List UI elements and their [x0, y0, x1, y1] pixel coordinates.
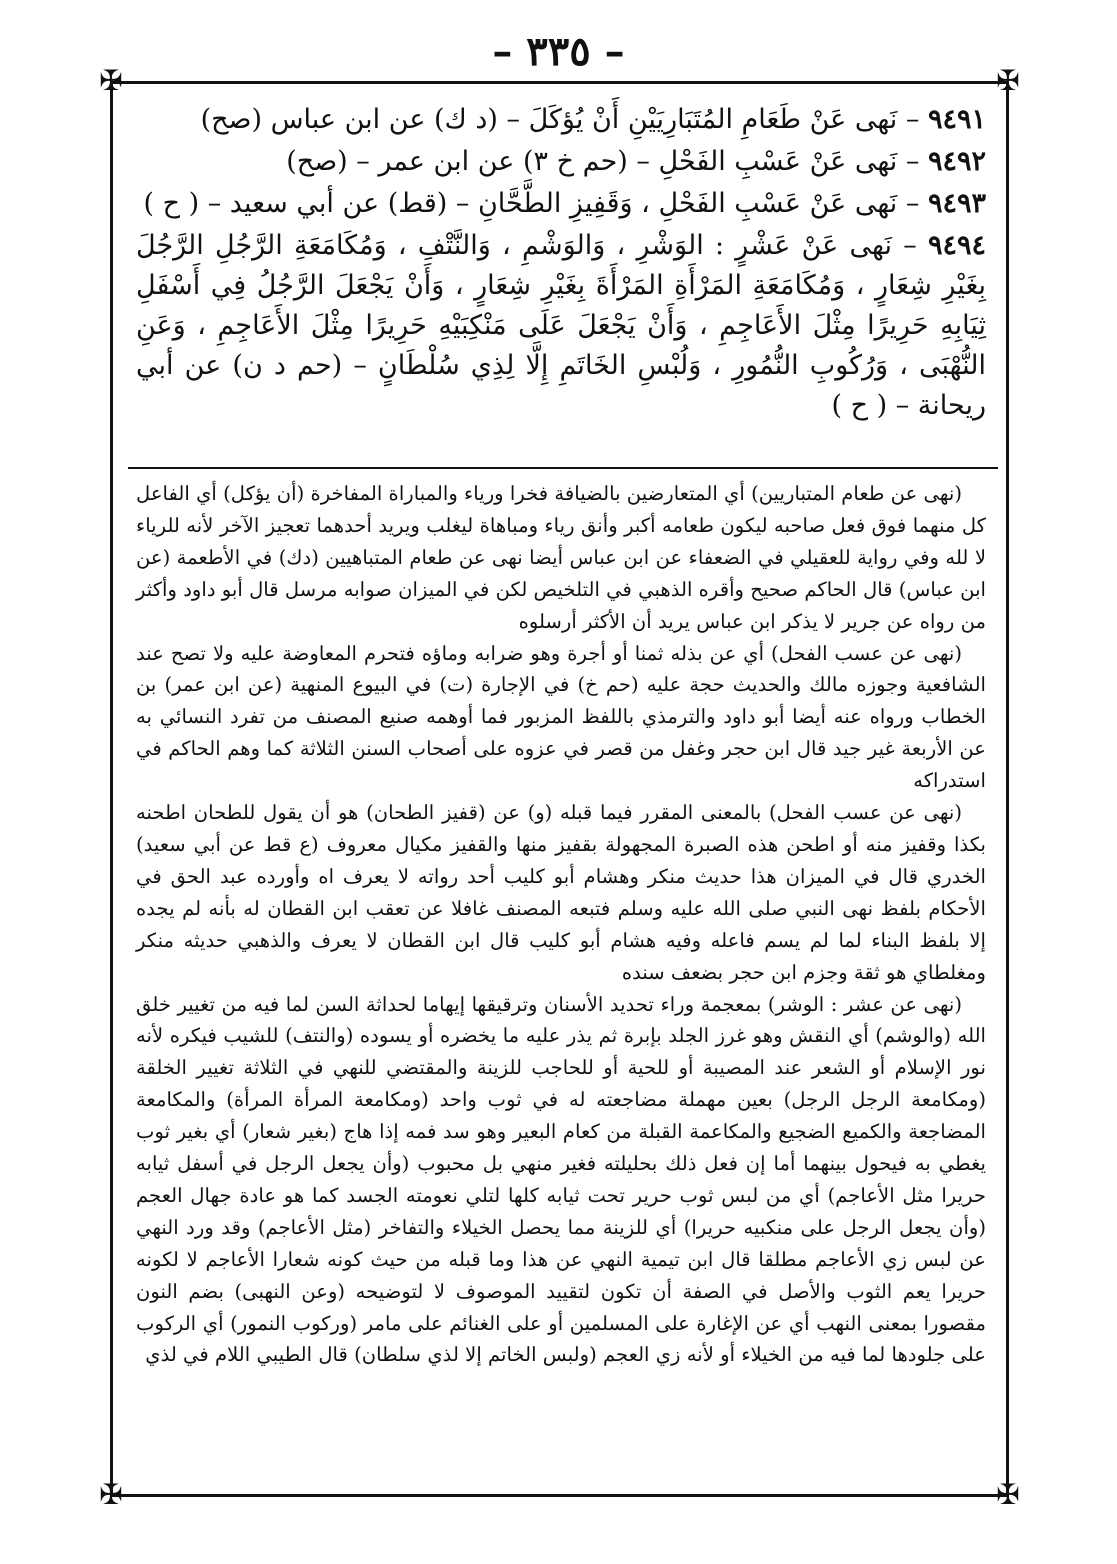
corner-ornament-icon: ✠	[996, 64, 1020, 97]
frame-top-border	[110, 81, 1009, 84]
page-number: – ٣٣٥ –	[492, 28, 625, 75]
commentary-paragraph: (نهى عن عسب الفحل) بالمعنى المقرر فيما قبله (و) عن (قفيز الطحان) هو أن يقول للطحان اطحنه بكذا وقفيز منه أو اطحن هذه الصبرة المجهولة بقفيز منها والقفيز مكيال معروف (ع قط عن أبي سعيد) الخدري قال في الميزان هذا حديث منكر وهشام أبو كليب أحد رواته لا يعرف اه وأورده عبد الحق في الأحكام بلفظ نهى النبي صلى الله عليه وسلم فتبعه المصنف غافلا عن تعقب ابن القطان له بأنه لم يجده إلا بلفظ البناء لما لم يسم فاعله وفيه هشام أبو كليب قال ابن القطان لا يعرف والذهبي حديثه منكر ومغلطاي هو ثقة وجزم ابن حجر بضعف سنده	[136, 801, 986, 984]
frame-bottom-border	[110, 1494, 1009, 1497]
hadith-text: – نَهى عَنْ طَعَامِ المُتَبَارِيَيْنِ أَنْ يُؤكَلَ – (د ك) عن ابن عباس (صح)	[200, 104, 920, 135]
hadith-entry	[136, 184, 986, 224]
commentary-paragraph: (نهى عن عشر : الوشر) بمعجمة وراء تحديد الأسنان وترقيقها إيهاما لحداثة السن لما فيه من تغيير خلق الله (والوشم) أي النقش وهو غرز الجلد بإبرة ثم يذر عليه ما يخضره أو يسوده (والنتف) للشيب فيكره لأنه نور الإسلام أو الشعر عند المصيبة أو للحية أو للحاجب للزينة والمقتضي للنهي في الثلاثة تغيير الخلقة (ومكامعة الرجل الرجل) بعين مهملة مضاجعته له في ثوب واحد (ومكامعة المرأة المرأة) والمكامعة المضاجعة والكميع الضجيع والمكاعمة القبلة من كعام البعير وهو سد فمه إذا هاج (بغير شعار) أي بغير ثوب يغطي به فيحول بينهما أما إن فعل ذلك بحليلته فغير منهي بل محبوب (وأن يجعل الرجل في أسفل ثيابه حريرا مثل الأعاجم) أي من لبس ثوب حرير تحت ثيابه كلها لتلي نعومته الجسد كما هو عادة جهال العجم (وأن يجعل الرجل على منكبيه حريرا) أي للزينة مما يحصل الخيلاء والتفاخر (مثل الأعاجم) وقد ورد النهي عن لبس زي الأعاجم مطلقا قال ابن تيمية النهي عن هذا وما قبله من حيث كونه شعارا الأعاجم لا لكونه حريرا يعم الثوب والأصل في الصفة أن تكون لتقييد الموصوف لا لتوضيحه (وعن النهبى) بضم النون مقصورا بمعنى النهب أي عن الإغارة على المسلمين أو على الغنائم على مامر (وركوب النمور) أي الركوب على جلودها لما فيه من الخيلاء أو لأنه زي العجم (ولبس الخاتم إلا لذي سلطان) قال الطيبي اللام في لذي	[136, 992, 986, 1367]
commentary-paragraph: (نهى عن عسب الفحل) أي عن بذله ثمنا أو أجرة وهو ضرابه وماؤه فتحرم المعاوضة عليه ولا تصح عند الشافعية وجوزه مالك والحديث حجة عليه (حم خ) في الإجارة (ت) في البيوع المنهية (عن ابن عمر) بن الخطاب ورواه عنه أيضا أبو داود والترمذي باللفظ المزبور فما أوهمه صنيع المصنف من تفرد النسائي به عن الأربعة غير جيد قال ابن حجر وغفل من قصر في عزوه على أصحاب السنن الثلاثة كما وهم الحاكم في استدراكه	[136, 641, 986, 793]
frame-right-border	[1006, 81, 1009, 1497]
commentary-section	[136, 478, 986, 1483]
hadith-text: – نَهى عَنْ عَسْبِ الفَحْلِ – (حم خ ٣) عن ابن عمر – (صح)	[286, 146, 920, 177]
hadith-entry	[136, 100, 986, 140]
frame-left-border	[110, 81, 113, 1497]
section-divider	[128, 467, 998, 469]
hadith-text: – نَهى عَنْ عَسْبِ الفَحْلِ ، وَقَفِيزِ الطَّحَّانِ – (قط) عن أبي سعيد – ( ح )	[143, 188, 920, 219]
hadith-number: ٩٤٩١	[927, 104, 986, 135]
hadith-text: – نَهى عَنْ عَشْرٍ : الوَشْرِ ، وَالوَشْمِ ، وَالنَّتْفِ ، وَمُكَامَعَةِ الرَّجُلِ الرَّجُلَ بِغَيْرِ شِعَارٍ ، وَمُكَامَعَةِ المَرْأَةِ المَرْأَةَ بِغَيْرِ شِعَارٍ ، وَأَنْ يَجْعَلَ الرَّجُلُ فِي أَسْفَلِ ثِيَابِهِ حَرِيرًا مِثْلَ الأَعَاجِمِ ، وَأَنْ يَجْعَلَ عَلَى مَنْكِبَيْهِ حَرِيرًا مِثْلَ الأَعَاجِمِ ، وَعَنِ النُّهْبَى ، وَرُكُوبِ النُّمُورِ ، وَلُبْسِ الخَاتَمِ إِلَّا لِذِي سُلْطَانٍ – (حم د ن) عن أبي ريحانة – ( ح )	[136, 230, 986, 421]
hadith-text-section	[136, 100, 986, 460]
hadith-entry	[136, 226, 986, 426]
hadith-entry	[136, 142, 986, 182]
hadith-number: ٩٤٩٢	[927, 146, 986, 177]
corner-ornament-icon: ✠	[99, 64, 123, 97]
commentary-paragraph: (نهى عن طعام المتباريين) أي المتعارضين بالضيافة فخرا ورياء والمباراة المفاخرة (أن يؤكل) أي الفاعل كل منهما فوق فعل صاحبه ليكون طعامه أكبر وأنق رياء ومباهاة ليغلب ويريد أحدهما تعجيز الآخر لأنه للرياء لا لله وفي رواية للعقيلي في الضعفاء عن ابن عباس أيضا نهى عن طعام المتباهيين (دك) في الأطعمة (عن ابن عباس) قال الحاكم صحيح وأقره الذهبي في التلخيص لكن في الميزان صوابه مرسل قال أبو داود وأكثر من رواه عن جرير لا يذكر ابن عباس يريد أن الأكثر أرسلوه	[136, 482, 986, 633]
corner-ornament-icon: ✠	[996, 1478, 1020, 1511]
corner-ornament-icon: ✠	[99, 1478, 123, 1511]
hadith-number: ٩٤٩٣	[927, 188, 986, 219]
hadith-number: ٩٤٩٤	[927, 230, 986, 261]
